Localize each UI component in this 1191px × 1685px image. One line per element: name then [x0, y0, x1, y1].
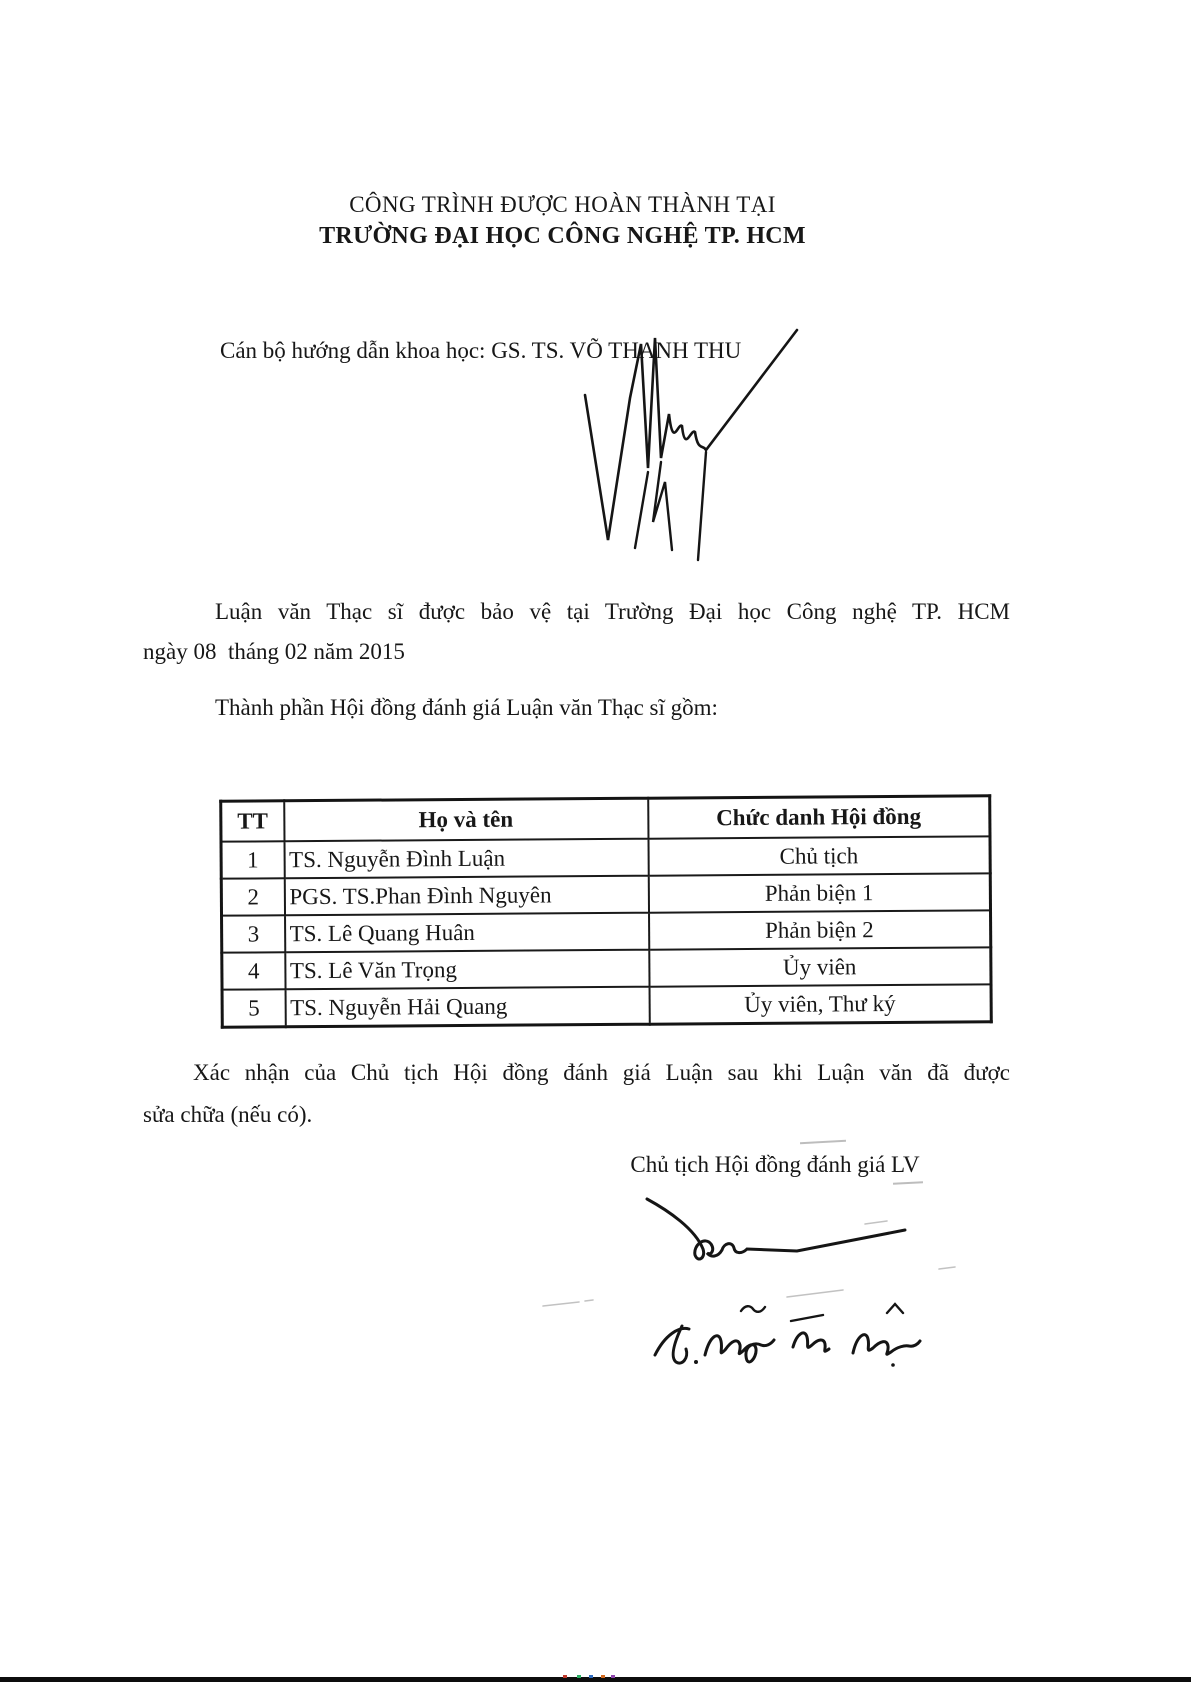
title-line-2: TRƯỜNG ĐẠI HỌC CÔNG NGHỆ TP. HCM	[319, 223, 806, 249]
committee-intro: Thành phần Hội đồng đánh giá Luận văn Thạc sĩ gồm:	[215, 695, 718, 720]
chairman-heading: Chủ tịch Hội đồng đánh giá LV	[630, 1152, 920, 1177]
cell-role: Phản biện 1	[648, 873, 990, 912]
confirmation-line-1: Xác nhận của Chủ tịch Hội đồng đánh giá Luận sau khi Luận văn đã được	[193, 1060, 1010, 1085]
cell-tt: 1	[221, 841, 284, 878]
committee-row	[222, 947, 991, 989]
defense-line-1: Luận văn Thạc sĩ được bảo vệ tại Trường Đại học Công nghệ TP. HCM	[215, 599, 1010, 624]
title-line-1: CÔNG TRÌNH ĐƯỢC HOÀN THÀNH TẠI	[349, 192, 776, 217]
supervisor-line: Cán bộ hướng dẫn khoa học: GS. TS. VÕ THANH THU	[220, 338, 742, 363]
cell-name: TS. Lê Quang Huân	[285, 913, 649, 953]
scan-color-speck	[589, 1675, 593, 1678]
cell-tt: 5	[222, 989, 285, 1027]
cell-tt: 2	[221, 878, 284, 915]
scan-speck	[893, 1181, 923, 1185]
scan-speck	[800, 1140, 846, 1144]
chairman-signature	[535, 1185, 985, 1385]
cell-name: TS. Lê Văn Trọng	[285, 950, 649, 990]
title-block	[140, 192, 985, 250]
committee-row	[222, 984, 991, 1027]
cell-name: PGS. TS.Phan Đình Nguyên	[284, 876, 648, 916]
scan-color-speck	[601, 1675, 605, 1678]
confirmation-line-2: sửa chữa (nếu có).	[143, 1102, 313, 1127]
committee-row	[222, 910, 991, 952]
header-tt: TT	[221, 801, 284, 842]
committee-header-row	[221, 796, 990, 842]
committee-row	[221, 836, 990, 878]
cell-tt: 3	[222, 915, 285, 952]
scan-color-speck	[611, 1675, 615, 1678]
cell-role: Phản biện 2	[649, 910, 991, 949]
defense-paragraph	[143, 592, 1010, 672]
committee-table-wrapper	[219, 794, 993, 1028]
cell-role: Chủ tịch	[648, 836, 990, 875]
cell-role: Ủy viên	[649, 947, 991, 986]
cell-name: TS. Nguyễn Hải Quang	[285, 987, 649, 1027]
defense-line-2: ngày 08 tháng 02 năm 2015	[143, 639, 405, 664]
header-name: Họ và tên	[284, 798, 648, 841]
scan-edge-bar	[0, 1677, 1191, 1682]
cell-name: TS. Nguyễn Đình Luận	[284, 839, 648, 879]
confirmation-paragraph	[143, 1052, 1010, 1136]
cell-tt: 4	[222, 952, 285, 989]
committee-row	[221, 873, 990, 915]
committee-table-body	[221, 836, 991, 1027]
scan-color-speck	[563, 1675, 567, 1678]
scan-color-speck	[577, 1675, 581, 1678]
chairman-signature-name	[0, 0, 1, 1]
cell-role: Ủy viên, Thư ký	[649, 984, 991, 1024]
header-role: Chức danh Hội đồng	[648, 796, 990, 839]
committee-table	[219, 794, 993, 1028]
